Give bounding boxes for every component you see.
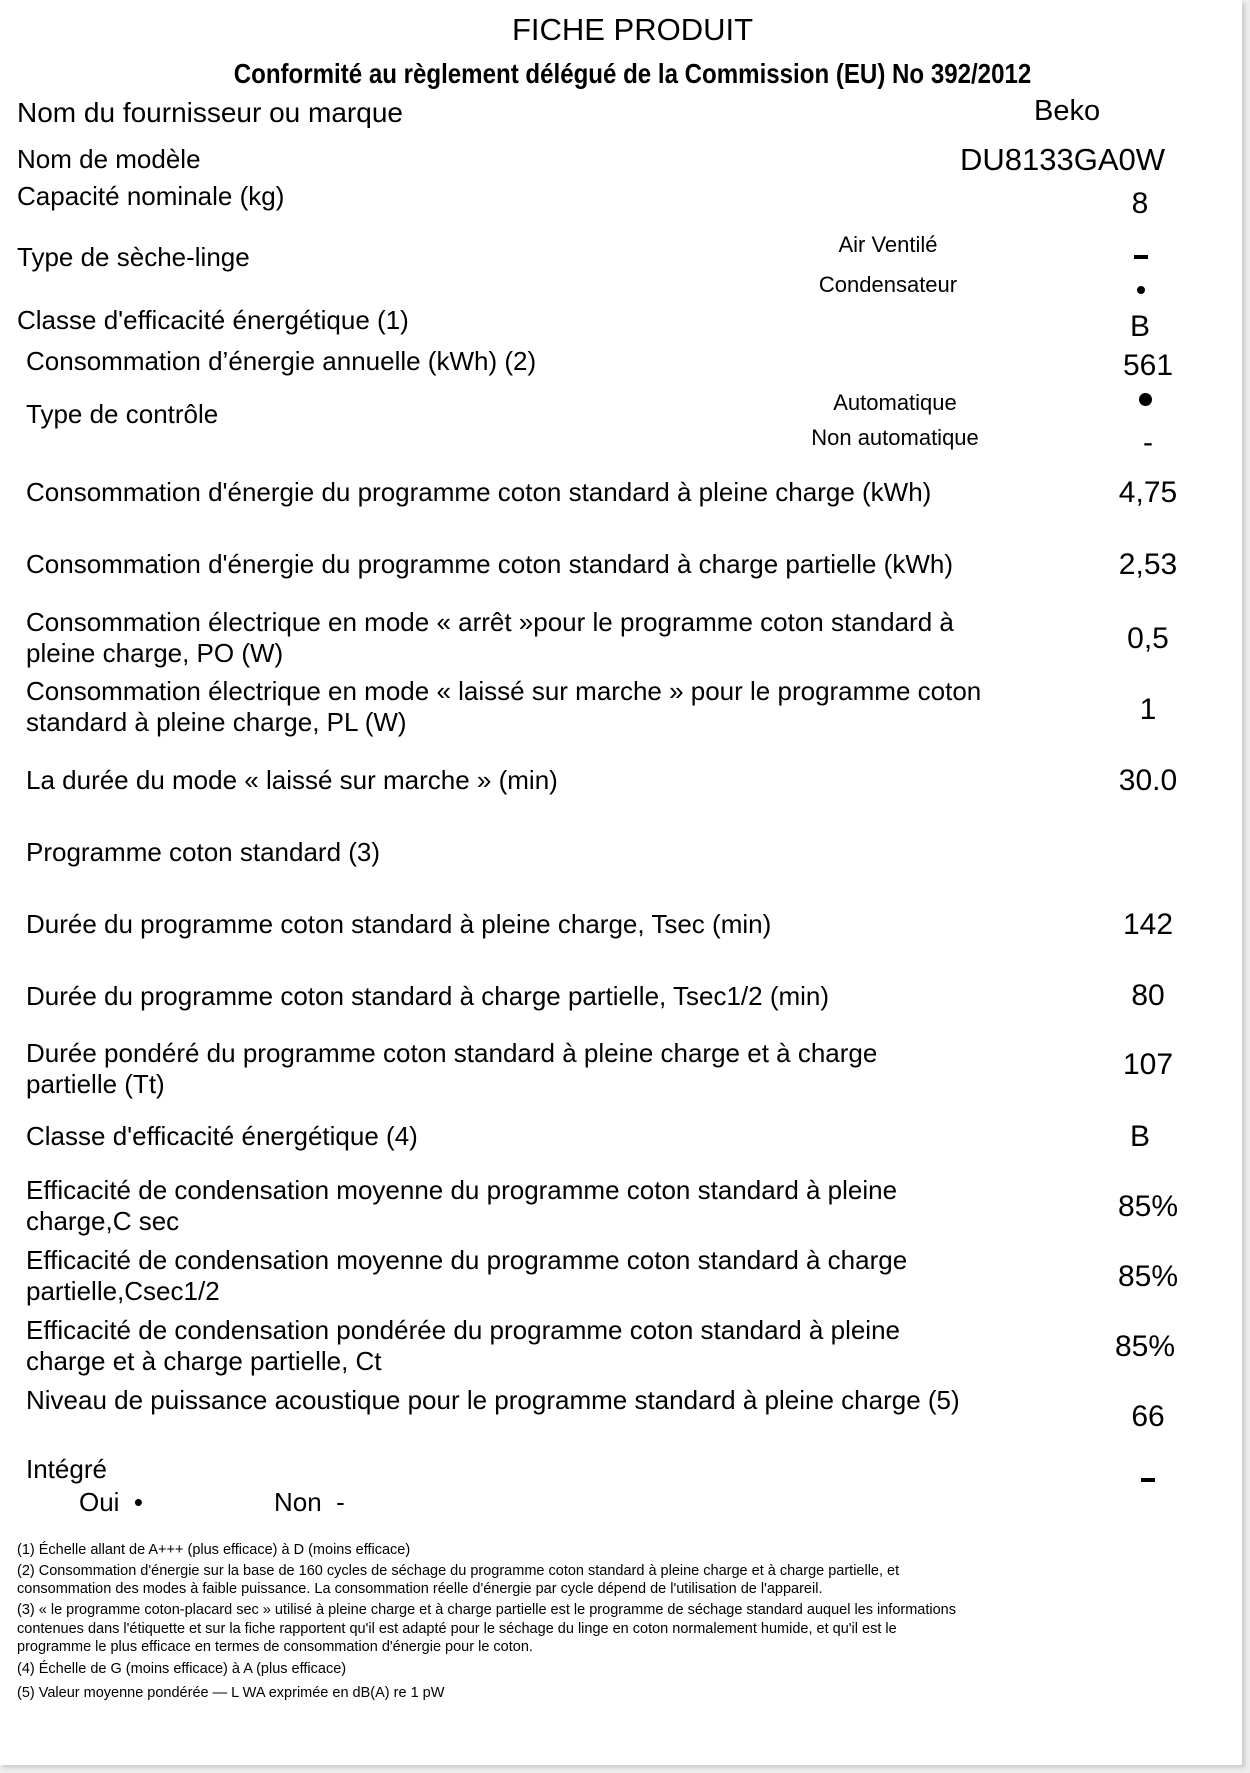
supplier-label: Nom du fournisseur ou marque [17, 97, 403, 128]
dryer-type-air-vented-value [1134, 246, 1148, 264]
model-value: DU8133GA0W [960, 142, 1166, 177]
energy-class-4-label: Classe d'efficacité énergétique (4) [26, 1121, 418, 1151]
energy-full-value: 4,75 [1118, 476, 1178, 509]
condensation-partial-value: 85% [1117, 1260, 1179, 1293]
power-left-on-label: Consommation électrique en mode « laissé sur marche » pour le programme coton standard à pleine charge, PL (W) [26, 676, 982, 737]
duration-weighted-value: 107 [1122, 1048, 1174, 1081]
noise-label: Niveau de puissance acoustique pour le programme standard à pleine charge (5) [26, 1385, 960, 1415]
integrated-yes [79, 1488, 143, 1518]
left-on-duration-label: La durée du mode « laissé sur marche » (min) [26, 765, 558, 795]
model-label: Nom de modèle [17, 144, 201, 174]
duration-partial-label: Durée du programme coton standard à charge partielle, Tsec1/2 (min) [26, 981, 830, 1011]
dash-mark-icon [1141, 1478, 1155, 1482]
condensation-weighted-value: 85% [1114, 1330, 1176, 1363]
energy-class-1-value: B [1129, 310, 1150, 343]
dash-mark-icon [1134, 255, 1148, 259]
capacity-value: 8 [1131, 187, 1149, 220]
left-on-duration-value: 30.0 [1118, 764, 1178, 797]
capacity-label: Capacité nominale (kg) [17, 181, 285, 211]
control-type-non-automatic-value: - [1143, 426, 1153, 459]
control-type-option-non-automatic: Non automatique [811, 425, 979, 450]
footnote-2-line-1: (2) Consommation d'énergie sur la base de 160 cycles de séchage du programme coton standard à pleine charge et à charge partielle, et [17, 1563, 900, 1579]
duration-full-value: 142 [1122, 908, 1174, 941]
page-subtitle: Conformité au règlement délégué de la Commission (EU) No 392/2012 [233, 58, 1032, 89]
integrated-no [274, 1488, 345, 1518]
footnote-2-line-2: consommation des modes à faible puissance. La consommation réelle d'énergie par cycle dépend de l'utilisation de l'appareil. [17, 1581, 823, 1597]
page-title: FICHE PRODUIT [511, 12, 754, 47]
dryer-type-condenser-value [1137, 281, 1145, 299]
footnote-3-line-3: programme le plus efficace en termes de consommation d'énergie pour le coton. [17, 1639, 533, 1655]
energy-partial-label: Consommation d'énergie du programme coton standard à charge partielle (kWh) [26, 549, 953, 579]
power-off-label: Consommation électrique en mode « arrêt »pour le programme coton standard à pleine charge, PO (W) [26, 607, 954, 668]
supplier-value: Beko [1034, 95, 1101, 127]
bullet-mark-icon [1137, 286, 1145, 294]
dryer-type-option-air-vented: Air Ventilé [838, 232, 938, 257]
standard-program-label: Programme coton standard (3) [26, 837, 381, 867]
annual-energy-value: 561 [1122, 349, 1174, 382]
footnote-4: (4) Échelle de G (moins efficace) à A (plus efficace) [17, 1661, 347, 1677]
integrated-yes-label: Oui [79, 1487, 120, 1517]
integrated-no-label: Non [274, 1487, 322, 1517]
energy-full-label: Consommation d'énergie du programme coton standard à pleine charge (kWh) [26, 477, 932, 507]
footnote-5: (5) Valeur moyenne pondérée — L WA exprimée en dB(A) re 1 pW [17, 1685, 445, 1701]
control-type-automatic-value [1139, 393, 1152, 411]
duration-full-label: Durée du programme coton standard à pleine charge, Tsec (min) [26, 909, 772, 939]
energy-class-1-label: Classe d'efficacité énergétique (1) [17, 305, 409, 335]
integrated-yes-value: • [133, 1487, 144, 1517]
dryer-type-label: Type de sèche-linge [17, 242, 250, 272]
condensation-partial-label: Efficacité de condensation moyenne du programme coton standard à charge partielle,Csec1/2 [26, 1245, 908, 1306]
footnote-1: (1) Échelle allant de A+++ (plus efficace) à D (moins efficace) [17, 1542, 411, 1558]
duration-partial-value: 80 [1131, 979, 1165, 1012]
bullet-mark-icon [1139, 393, 1152, 406]
duration-weighted-label: Durée pondéré du programme coton standard à pleine charge et à charge partielle (Tt) [26, 1038, 878, 1099]
noise-value: 66 [1131, 1400, 1165, 1433]
energy-class-4-value: B [1129, 1120, 1150, 1153]
annual-energy-label: Consommation d’énergie annuelle (kWh) (2) [26, 346, 537, 376]
condensation-full-label: Efficacité de condensation moyenne du programme coton standard à pleine charge,C sec [26, 1175, 898, 1236]
footnote-3-line-2: contenues dans l'étiquette et sur la fiche rapportent qu'il est adapté pour le séchage du linge en coton normalement humide, et qu'il est le [17, 1621, 897, 1637]
integrated-label: Intégré [26, 1454, 107, 1484]
control-type-label: Type de contrôle [26, 399, 219, 429]
dryer-type-option-condenser: Condensateur [818, 272, 958, 297]
condensation-full-value: 85% [1117, 1190, 1179, 1223]
control-type-option-automatic: Automatique [833, 390, 957, 415]
power-left-on-value: 1 [1139, 693, 1157, 726]
footnote-3-line-1: (3) « le programme coton-placard sec » utilisé à pleine charge et à charge partielle est le programme de séchage standard auquel les informations [17, 1602, 956, 1618]
energy-partial-value: 2,53 [1118, 548, 1178, 581]
power-off-value: 0,5 [1127, 622, 1169, 655]
integrated-value [1141, 1469, 1155, 1487]
condensation-weighted-label: Efficacité de condensation pondérée du programme coton standard à pleine charge et à charge partielle, Ct [26, 1315, 900, 1376]
integrated-no-value: - [336, 1487, 345, 1517]
